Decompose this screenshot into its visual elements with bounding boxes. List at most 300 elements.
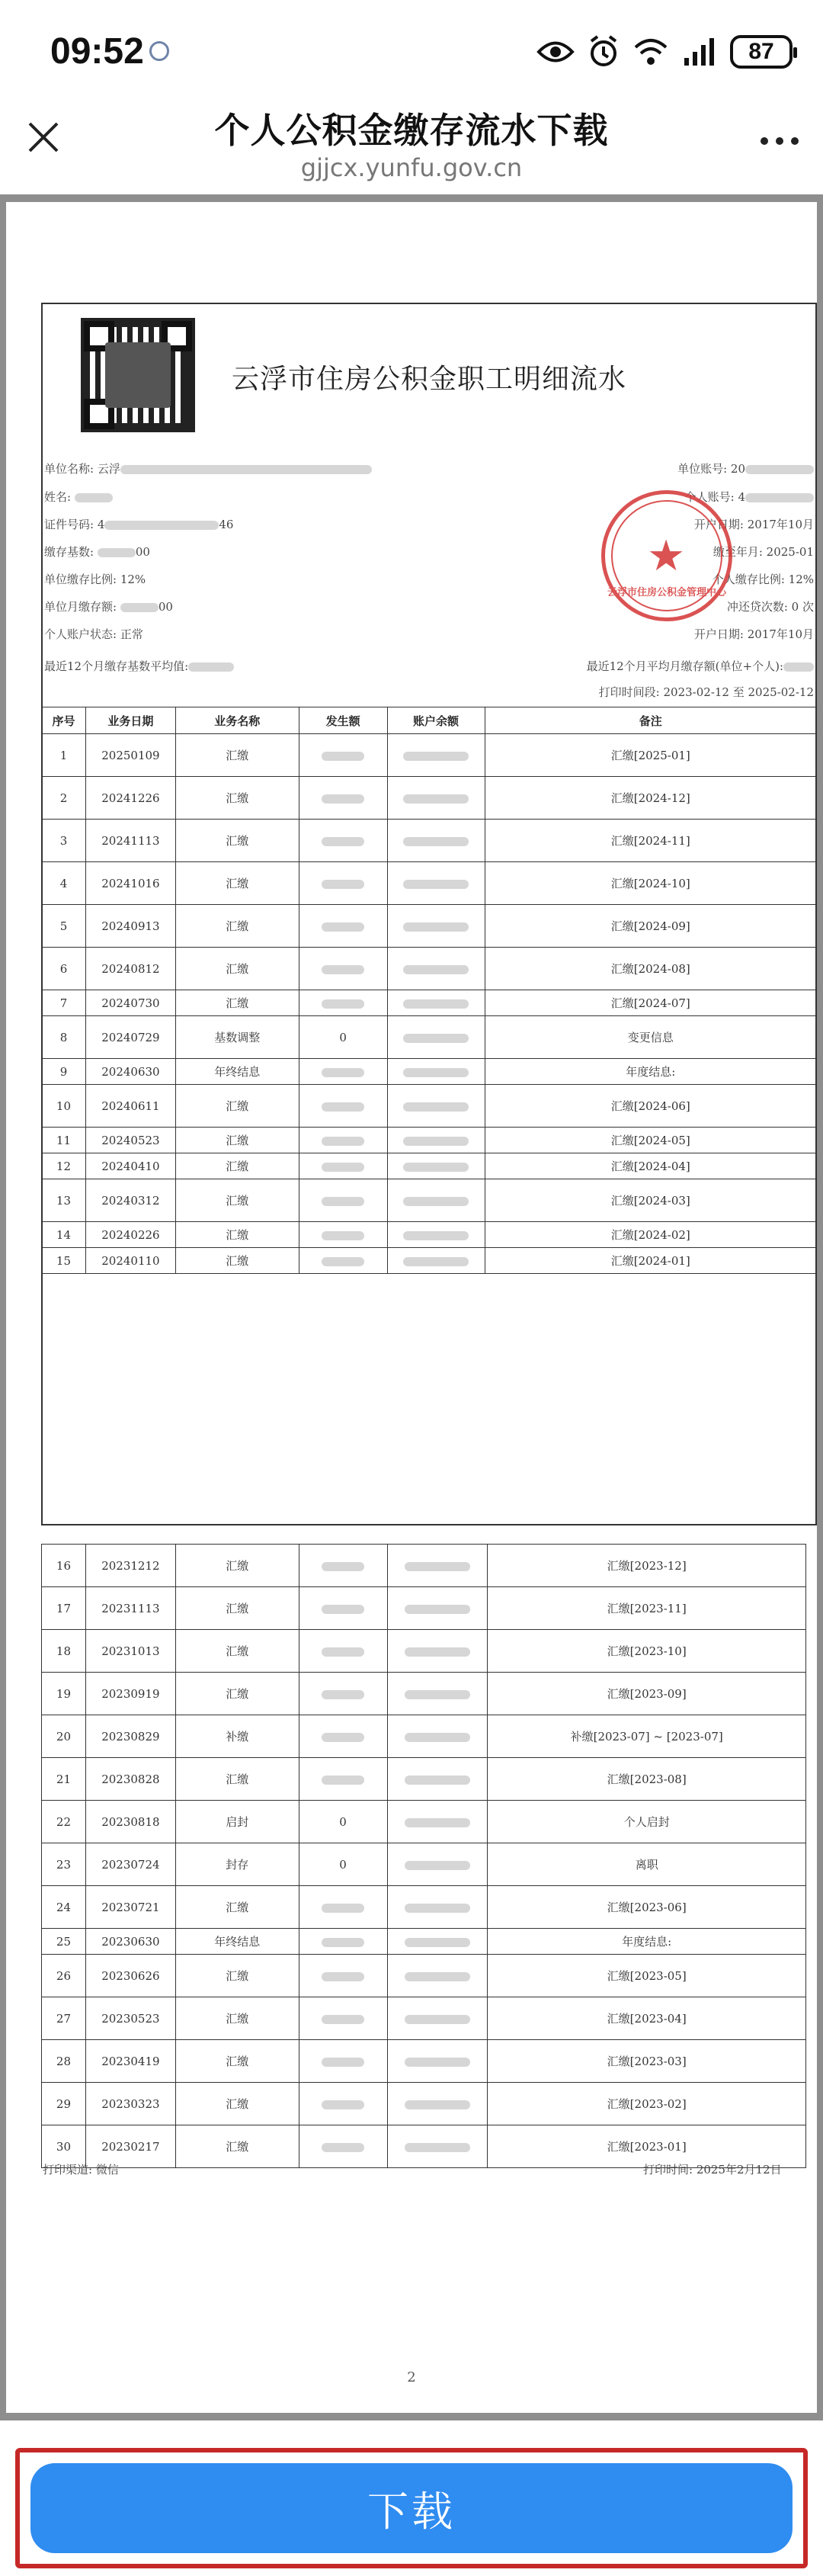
row-index: 27	[42, 1997, 86, 2040]
row-date: 20230523	[85, 1997, 175, 2040]
meta-right-8: 最近12个月平均月缴存额(单位+个人):	[587, 658, 814, 674]
table-row	[42, 1886, 806, 1929]
row-type: 汇缴	[175, 2125, 299, 2168]
row-index: 26	[42, 1955, 86, 1997]
row-date: 20240523	[85, 1128, 175, 1153]
redacted-value	[405, 2015, 470, 2024]
row-amount	[299, 862, 387, 905]
row-type: 汇缴	[175, 1153, 299, 1179]
table-row	[42, 1997, 806, 2040]
row-type: 汇缴	[175, 1128, 299, 1153]
redacted-value	[322, 965, 364, 974]
meta-right-4: 缴至年月: 2025-01	[713, 545, 814, 559]
row-type: 年终结息	[175, 1059, 299, 1085]
row-balance	[387, 820, 485, 862]
row-balance	[387, 1801, 488, 1843]
row-amount	[299, 1673, 387, 1715]
redacted-value	[322, 1647, 364, 1657]
title-bar	[0, 103, 823, 194]
row-remark: 汇缴[2023-02]	[488, 2083, 806, 2125]
row-amount	[299, 777, 387, 820]
download-button[interactable]: 下载	[30, 2463, 793, 2553]
redacted-value	[322, 922, 364, 932]
row-date: 20230828	[85, 1758, 175, 1801]
row-date: 20240729	[85, 1016, 175, 1059]
table-row	[42, 862, 817, 905]
row-type: 汇缴	[175, 1673, 299, 1715]
row-amount	[299, 2125, 387, 2168]
row-index: 12	[42, 1153, 86, 1179]
col-remark: 备注	[485, 707, 816, 734]
row-remark: 汇缴[2023-03]	[488, 2040, 806, 2083]
row-index: 25	[42, 1929, 86, 1955]
page-title: 个人公积金缴存流水下载	[214, 110, 609, 151]
row-index: 21	[42, 1758, 86, 1801]
row-type: 汇缴	[175, 1886, 299, 1929]
row-balance	[387, 1016, 485, 1059]
row-date: 20231113	[85, 1587, 175, 1630]
official-seal: ★ 云浮市住房公积金管理中心	[601, 490, 732, 621]
row-balance	[387, 1179, 485, 1222]
row-amount	[299, 1179, 387, 1222]
row-index: 7	[42, 990, 86, 1016]
page-number: 2	[407, 2369, 416, 2385]
table-row	[42, 905, 817, 948]
col-type: 业务名称	[175, 707, 299, 734]
row-date: 20240312	[85, 1179, 175, 1222]
redacted-value	[322, 1068, 364, 1077]
row-remark: 变更信息	[485, 1016, 816, 1059]
meta-left-2: 姓名:	[44, 489, 113, 505]
table-row	[42, 1016, 817, 1059]
meta-right-6: 冲还贷次数: 0 次	[726, 600, 814, 614]
redacted-value	[322, 1776, 364, 1785]
table-row	[42, 2040, 806, 2083]
print-time: 打印时间: 2025年2月12日	[643, 2163, 782, 2177]
table-row	[42, 990, 817, 1016]
row-remark: 汇缴[2023-01]	[488, 2125, 806, 2168]
redacted-value	[322, 1257, 364, 1266]
meta-left-4: 缴存基数: 00	[44, 545, 150, 559]
row-index: 4	[42, 862, 86, 905]
table-row	[42, 1929, 806, 1955]
row-balance	[387, 1886, 488, 1929]
row-index: 23	[42, 1843, 86, 1886]
table-row	[42, 1179, 817, 1222]
meta-left-3: 证件号码: 4 46	[44, 518, 234, 531]
row-remark: 汇缴[2024-07]	[485, 990, 816, 1016]
redacted-value	[405, 1605, 470, 1614]
row-remark: 汇缴[2024-12]	[485, 777, 816, 820]
row-type: 汇缴	[175, 1545, 299, 1587]
row-balance	[387, 2040, 488, 2083]
redacted-value	[322, 1938, 364, 1947]
table-row	[42, 1545, 806, 1587]
row-balance	[387, 1545, 488, 1587]
table-row	[42, 1248, 817, 1274]
redacted-value	[405, 2143, 470, 2152]
row-date: 20240630	[85, 1059, 175, 1085]
row-index: 13	[42, 1179, 86, 1222]
row-type: 汇缴	[175, 1248, 299, 1274]
table-row	[42, 1758, 806, 1801]
redacted-value	[403, 1034, 469, 1043]
row-index: 22	[42, 1801, 86, 1843]
wifi-icon	[632, 37, 669, 67]
meta-right-2: 个人账号: 4	[685, 489, 814, 505]
row-balance	[387, 1085, 485, 1128]
row-type: 汇缴	[175, 1222, 299, 1248]
row-date: 20241226	[85, 777, 175, 820]
redacted-value	[403, 880, 469, 889]
redacted-value	[405, 1904, 470, 1913]
row-type: 汇缴	[175, 1085, 299, 1128]
more-options-button[interactable]	[753, 118, 806, 164]
row-balance	[387, 862, 485, 905]
row-remark: 汇缴[2023-06]	[488, 1886, 806, 1929]
redacted-value	[405, 2058, 470, 2067]
redacted-value	[322, 1690, 364, 1699]
row-amount	[299, 905, 387, 948]
row-type: 汇缴	[175, 1179, 299, 1222]
row-date: 20231212	[85, 1545, 175, 1587]
redacted-value	[322, 2100, 364, 2109]
row-date: 20230721	[85, 1886, 175, 1929]
row-type: 汇缴	[175, 2040, 299, 2083]
row-remark: 汇缴[2024-03]	[485, 1179, 816, 1222]
transactions-table-page1	[41, 707, 817, 1274]
row-amount	[299, 734, 387, 777]
row-index: 30	[42, 2125, 86, 2168]
redacted-value	[322, 2143, 364, 2152]
row-remark: 汇缴[2023-10]	[488, 1630, 806, 1673]
row-index: 18	[42, 1630, 86, 1673]
table-row	[42, 1801, 806, 1843]
row-date: 20240226	[85, 1222, 175, 1248]
row-date: 20230419	[85, 2040, 175, 2083]
redacted-value	[322, 1904, 364, 1913]
row-date: 20230217	[85, 2125, 175, 2168]
status-bar	[0, 0, 823, 103]
row-balance	[387, 1843, 488, 1886]
row-balance	[387, 1673, 488, 1715]
redacted-value	[322, 2015, 364, 2024]
col-index: 序号	[42, 707, 86, 734]
row-date: 20241113	[85, 820, 175, 862]
row-amount	[299, 1630, 387, 1673]
row-amount	[299, 1715, 387, 1758]
row-date: 20230818	[85, 1801, 175, 1843]
row-index: 29	[42, 2083, 86, 2125]
row-index: 6	[42, 948, 86, 990]
row-remark: 汇缴[2024-05]	[485, 1128, 816, 1153]
row-balance	[387, 734, 485, 777]
row-index: 14	[42, 1222, 86, 1248]
row-balance	[387, 990, 485, 1016]
table-row	[42, 948, 817, 990]
transactions-table-page2	[41, 1544, 806, 2168]
redacted-value	[322, 1605, 364, 1614]
redacted-value	[322, 1231, 364, 1240]
row-index: 2	[42, 777, 86, 820]
row-balance	[387, 1997, 488, 2040]
row-balance	[387, 905, 485, 948]
col-balance: 账户余额	[387, 707, 485, 734]
row-balance	[387, 1222, 485, 1248]
meta-right-5: 个人缴存比例: 12%	[712, 573, 814, 586]
row-balance	[387, 1929, 488, 1955]
row-balance	[387, 1630, 488, 1673]
row-balance	[387, 1153, 485, 1179]
row-remark: 汇缴[2024-08]	[485, 948, 816, 990]
row-type: 汇缴	[175, 990, 299, 1016]
redacted-value	[322, 999, 364, 1009]
table-row	[42, 1955, 806, 1997]
row-date: 20240730	[85, 990, 175, 1016]
meta-left-1: 单位名称: 云浮	[44, 460, 372, 476]
download-highlight-frame	[15, 2448, 808, 2568]
row-remark: 汇缴[2023-05]	[488, 1955, 806, 1997]
row-date: 20240110	[85, 1248, 175, 1274]
row-date: 20231013	[85, 1630, 175, 1673]
row-date: 20240812	[85, 948, 175, 990]
redacted-value	[322, 1102, 364, 1112]
row-amount	[299, 820, 387, 862]
eye-icon	[536, 39, 575, 65]
row-balance	[387, 2125, 488, 2168]
row-amount	[299, 1085, 387, 1128]
more-icon	[760, 136, 799, 146]
row-amount: 0	[299, 1843, 387, 1886]
row-index: 19	[42, 1673, 86, 1715]
row-amount	[299, 1758, 387, 1801]
page-url: gjjcx.yunfu.gov.cn	[300, 153, 523, 182]
redacted-value	[322, 837, 364, 846]
row-amount	[299, 948, 387, 990]
row-type: 汇缴	[175, 777, 299, 820]
alarm-icon	[588, 35, 619, 69]
meta-right-7: 开户日期: 2017年10月	[693, 627, 814, 641]
row-amount: 0	[299, 1016, 387, 1059]
row-remark: 补缴[2023-07] ~ [2023-07]	[488, 1715, 806, 1758]
table-row	[42, 1715, 806, 1758]
row-index: 1	[42, 734, 86, 777]
redacted-value	[403, 1163, 469, 1172]
status-time: 09:52	[50, 31, 144, 72]
redacted-value	[322, 1972, 364, 1981]
table-row	[42, 1843, 806, 1886]
row-amount	[299, 2040, 387, 2083]
meta-right-1: 单位账号: 20	[677, 460, 814, 476]
row-amount	[299, 1153, 387, 1179]
row-index: 5	[42, 905, 86, 948]
meta-right-3: 开户日期: 2017年10月	[693, 518, 814, 531]
redacted-value	[322, 1562, 364, 1571]
redacted-value	[403, 922, 469, 932]
row-balance	[387, 1059, 485, 1085]
row-amount	[299, 1929, 387, 1955]
redacted-value	[322, 752, 364, 761]
table-row	[42, 1153, 817, 1179]
row-type: 汇缴	[175, 1587, 299, 1630]
row-type: 汇缴	[175, 948, 299, 990]
row-amount	[299, 990, 387, 1016]
table-row	[42, 1128, 817, 1153]
redacted-value	[405, 1562, 470, 1571]
row-date: 20240611	[85, 1085, 175, 1128]
redacted-value	[405, 1972, 470, 1981]
row-index: 11	[42, 1128, 86, 1153]
pdf-page	[6, 202, 817, 2413]
redacted-value	[322, 1197, 364, 1206]
redacted-value	[403, 1068, 469, 1077]
row-amount	[299, 1222, 387, 1248]
redacted-value	[403, 965, 469, 974]
row-date: 20230724	[85, 1843, 175, 1886]
row-type: 补缴	[175, 1715, 299, 1758]
row-remark: 汇缴[2024-04]	[485, 1153, 816, 1179]
table-row	[42, 820, 817, 862]
row-date: 20230630	[85, 1929, 175, 1955]
row-index: 16	[42, 1545, 86, 1587]
statement-document	[41, 303, 815, 2177]
row-remark: 汇缴[2024-02]	[485, 1222, 816, 1248]
row-index: 17	[42, 1587, 86, 1630]
row-remark: 汇缴[2023-11]	[488, 1587, 806, 1630]
row-index: 28	[42, 2040, 86, 2083]
row-remark: 汇缴[2023-12]	[488, 1545, 806, 1587]
row-type: 汇缴	[175, 862, 299, 905]
statement-page-1	[41, 303, 815, 1522]
redacted-value	[403, 794, 469, 804]
col-date: 业务日期	[85, 707, 175, 734]
row-balance	[387, 948, 485, 990]
redacted-value	[403, 837, 469, 846]
row-remark: 汇缴[2024-01]	[485, 1248, 816, 1274]
redacted-value	[322, 1137, 364, 1146]
redacted-value	[322, 880, 364, 889]
row-type: 汇缴	[175, 1758, 299, 1801]
row-amount	[299, 1128, 387, 1153]
redacted-value	[405, 1690, 470, 1699]
redacted-value	[405, 1818, 470, 1827]
row-remark: 离职	[488, 1843, 806, 1886]
row-remark: 年度结息:	[488, 1929, 806, 1955]
meta-left-8: 最近12个月缴存基数平均值:	[44, 658, 234, 674]
table-header-row	[42, 707, 817, 734]
pdf-viewer[interactable]	[0, 194, 823, 2420]
redacted-value	[403, 1197, 469, 1206]
table-row	[42, 1673, 806, 1715]
row-index: 3	[42, 820, 86, 862]
row-type: 汇缴	[175, 820, 299, 862]
row-date: 20230626	[85, 1955, 175, 1997]
document-title: 云浮市住房公积金职工明细流水	[232, 364, 627, 395]
redacted-value	[403, 1137, 469, 1146]
row-amount	[299, 1545, 387, 1587]
row-amount	[299, 1886, 387, 1929]
row-balance	[387, 777, 485, 820]
row-amount	[299, 1587, 387, 1630]
table-row	[42, 1587, 806, 1630]
row-index: 8	[42, 1016, 86, 1059]
row-index: 10	[42, 1085, 86, 1128]
battery-level: 87	[748, 39, 774, 64]
redacted-value	[322, 1733, 364, 1742]
row-type: 汇缴	[175, 2083, 299, 2125]
row-remark: 汇缴[2023-04]	[488, 1997, 806, 2040]
row-type: 封存	[175, 1843, 299, 1886]
row-index: 20	[42, 1715, 86, 1758]
qr-code	[81, 318, 195, 432]
row-balance	[387, 1955, 488, 1997]
redacted-value	[403, 1257, 469, 1266]
meta-left-6: 单位月缴存额: 00	[44, 600, 173, 614]
row-date: 20240410	[85, 1153, 175, 1179]
row-remark: 汇缴[2023-09]	[488, 1673, 806, 1715]
redacted-value	[405, 1647, 470, 1657]
row-amount	[299, 1248, 387, 1274]
row-type: 基数调整	[175, 1016, 299, 1059]
row-date: 20230323	[85, 2083, 175, 2125]
row-balance	[387, 2083, 488, 2125]
row-type: 汇缴	[175, 734, 299, 777]
row-remark: 汇缴[2024-10]	[485, 862, 816, 905]
table-row	[42, 777, 817, 820]
row-type: 汇缴	[175, 1997, 299, 2040]
app-notification-icon	[149, 41, 169, 61]
row-remark: 汇缴[2025-01]	[485, 734, 816, 777]
row-amount	[299, 1955, 387, 1997]
redacted-value	[403, 999, 469, 1009]
row-index: 24	[42, 1886, 86, 1929]
table-row	[42, 1222, 817, 1248]
row-balance	[387, 1248, 485, 1274]
col-amount: 发生额	[299, 707, 387, 734]
print-channel: 打印渠道: 微信	[43, 2163, 119, 2177]
row-date: 20230919	[85, 1673, 175, 1715]
print-period: 打印时间段: 2023-02-12 至 2025-02-12	[598, 685, 814, 699]
redacted-value	[405, 1861, 470, 1870]
redacted-value	[405, 1733, 470, 1742]
row-remark: 汇缴[2024-06]	[485, 1085, 816, 1128]
table-row	[42, 1059, 817, 1085]
row-type: 年终结息	[175, 1929, 299, 1955]
row-amount	[299, 1059, 387, 1085]
redacted-value	[405, 2100, 470, 2109]
meta-left-5: 单位缴存比例: 12%	[44, 573, 146, 586]
redacted-value	[322, 2058, 364, 2067]
row-amount	[299, 2083, 387, 2125]
table-row	[42, 734, 817, 777]
row-type: 汇缴	[175, 905, 299, 948]
meta-left-7: 个人账户状态: 正常	[44, 627, 143, 641]
row-date: 20241016	[85, 862, 175, 905]
row-remark: 年度结息:	[485, 1059, 816, 1085]
redacted-value	[403, 752, 469, 761]
table-row	[42, 1085, 817, 1128]
row-type: 启封	[175, 1801, 299, 1843]
row-amount	[299, 1997, 387, 2040]
redacted-value	[403, 1231, 469, 1240]
redacted-value	[322, 794, 364, 804]
row-balance	[387, 1128, 485, 1153]
redacted-value	[405, 1938, 470, 1947]
table-row	[42, 1630, 806, 1673]
row-remark: 汇缴[2024-09]	[485, 905, 816, 948]
table-row	[42, 2083, 806, 2125]
row-type: 汇缴	[175, 1630, 299, 1673]
